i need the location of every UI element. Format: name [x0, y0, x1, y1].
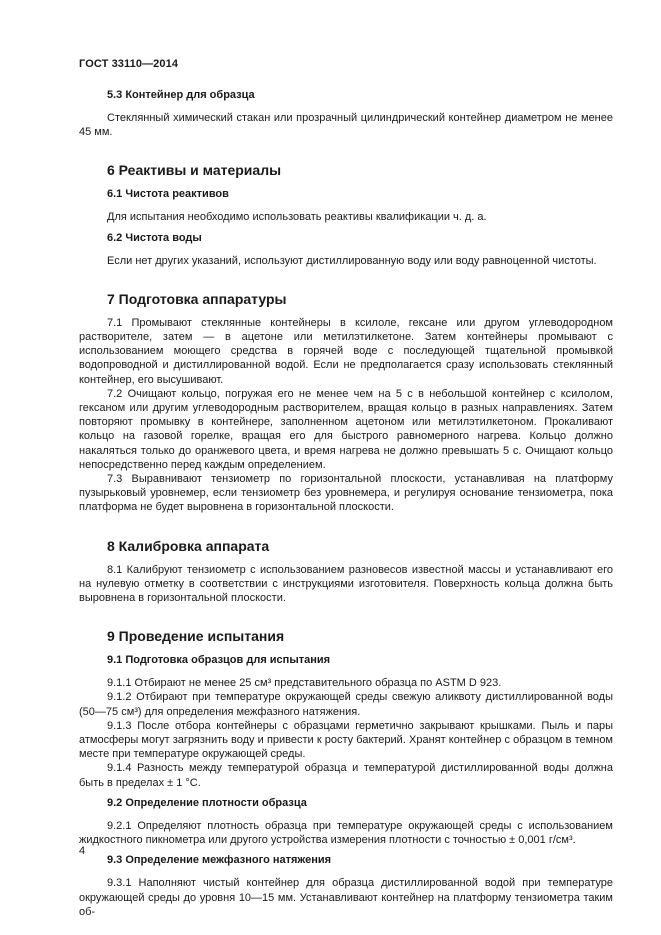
paragraph-5-3: Стеклянный химический стакан или прозрачный цилиндрический контейнер диаметром не менее 45 мм.	[79, 112, 613, 139]
paragraph-9-1-4: 9.1.4 Разность между температурой образца и температурой дистиллированной воды должна быть в пределах ± 1 °С.	[79, 762, 613, 789]
page-number: 4	[79, 845, 86, 857]
subsection-heading-5-3: 5.3 Контейнер для образца	[107, 89, 255, 101]
subsection-heading-9-1: 9.1 Подготовка образцов для испытания	[107, 654, 331, 667]
paragraph-6-2: Если нет других указаний, используют дистиллированную воду или воду равноценной чистоты.	[107, 254, 597, 267]
paragraph-9-1-1: 9.1.1 Отбирают не менее 25 см³ представительного образца по ASTM D 923.	[107, 677, 502, 690]
subsection-heading-6-2: 6.2 Чистота воды	[107, 231, 202, 244]
section-heading-9: 9 Проведение испытания	[107, 628, 285, 645]
section-heading-8: 8 Калибровка аппарата	[107, 537, 270, 554]
paragraph-6-1: Для испытания необходимо использовать реактивы квалификации ч. д. а.	[107, 211, 487, 224]
paragraph-7-3: 7.3 Выравнивают тензиометр по горизонтальной плоскости, устанавливая на платформу пузырьковый уровнемер, если тензиометр без уровнемера, и регулируя основание тензиометра, пока платформа не будет выровнена в горизонтальной плоскости.	[79, 473, 613, 514]
page-content	[79, 88, 613, 925]
paragraph-9-2-1: 9.2.1 Определяют плотность образца при температуре окружающей среды с использованием жидкостного пикнометра или другого устройства измерения плотности с точностью ± 0,001 г/см³.	[79, 819, 613, 847]
document-header: ГОСТ 33110—2014	[79, 58, 179, 70]
subsection-heading-9-2: 9.2 Определение плотности образца	[107, 796, 307, 809]
section-heading-7: 7 Подготовка аппаратуры	[107, 290, 287, 307]
paragraph-7-2: 7.2 Очищают кольцо, погружая его не менее чем на 5 с в небольшой контейнер с ксилолом, гексаном или другим углеводородным растворителем, вращая кольцо в разных направлениях. Затем повторяют промывку в контейнере, заполненном ацетоном или метилэтилкетоном. Прокаливают кольцо на газовой горелке, вращая его для быстрого равномерного нагрева. Кольцо должно накаляться только до оранжевого цвета, и время нагрева не должно превышать 5 с. Очищают кольцо непосредственно перед каждым определением.	[79, 387, 613, 471]
paragraph-8-1: 8.1 Калибруют тензиометр с использованием разновесов известной массы и устанавливают его на нулевую отметку в соответствии с инструкциями изготовителя. Поверхность кольца должна быть выровнена в горизонтальной плоскости.	[79, 563, 613, 605]
paragraph-9-1-3: 9.1.3 После отбора контейнеры с образцами герметично закрывают крышками. Пыль и пары атмосферы могут загрязнить воду и привести к росту бактерий. Хранят контейнер с образцом в темном месте при температуре окружающей среды.	[79, 719, 613, 761]
section-heading-6: 6 Реактивы и материалы	[107, 162, 282, 179]
paragraph-7-1: 7.1 Промывают стеклянные контейнеры в ксилоле, гексане или другом углеводородном растворителе, затем — в ацетоне или метилэтилкетоне. Затем контейнеры промывают с использованием моющего средства в горячей воде с последующей тщательной промывкой водопроводной и дистиллированной водой. Если не предполагается сразу использовать стеклянный контейнер, его высушивают.	[79, 316, 613, 386]
subsection-heading-9-3: 9.3 Определение межфазного натяжения	[107, 854, 332, 867]
paragraph-9-3-1: 9.3.1 Наполняют чистый контейнер для образца дистиллированной водой при температуре окружающей среды до уровня 10—15 мм. Устанавливают контейнер на платформу тензиометра таким об-	[79, 877, 613, 918]
paragraph-9-1-2: 9.1.2 Отбирают при температуре окружающей среды свежую аликвоту дистиллированной воды (50—75 см³) для определения межфазного натяжения.	[79, 691, 613, 718]
subsection-heading-6-1: 6.1 Чистота реактивов	[107, 188, 229, 201]
